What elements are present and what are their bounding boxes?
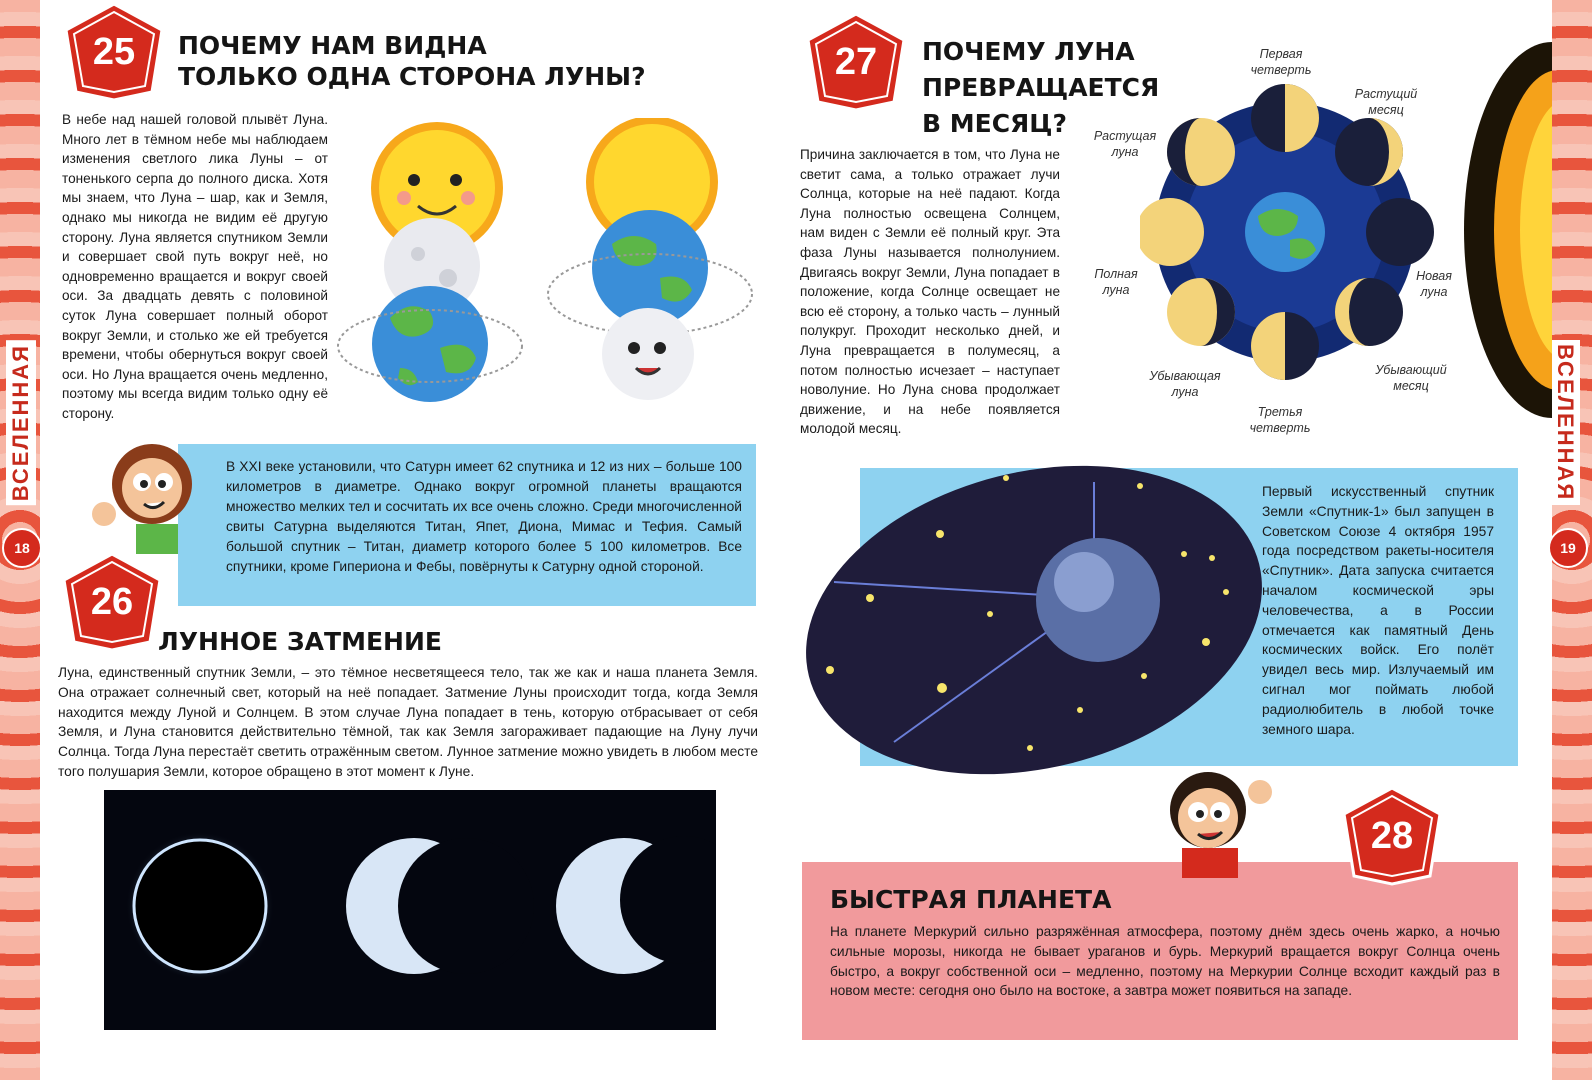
section-28-text: На планете Меркурий сильно разряжённая атмосфера, поэтому днём здесь очень жарко, а ночью сильные морозы, никогда не бывает ураганов и бурь. Меркурий вращается вокруг Солнца очень быстро, а вокруг собственной оси – медленно, поэтому на Меркурии Солнце всходит каждый раз в новом месте: сегодня оно было на востоке, а завтра может появиться на западе. [830,924,1500,999]
sun-edge-illustration [1462,40,1552,420]
page-number-left: 18 [2,528,42,568]
section-28-title: БЫСТРАЯ ПЛАНЕТА [830,885,1112,914]
sputnik-fact-text: Первый искусственный спутник Земли «Спутник-1» был запущен в Советском Союзе 4 октября 1957 года посредством ракеты-носителя «Спутник». Дата запуска считается началом космической эры человечества, а в России отмечается как памятный День космических войск. Его полёт увидел весь мир. Излучаемый им сигнал мог поймать любой радиолюбитель в любой точке земного шара. [1262,484,1494,737]
caption-waxing-crescent: Растущий месяц [1354,87,1418,117]
side-label-left: ВСЕЛЕННАЯ [6,340,36,505]
section-25-number: 25 [92,31,136,73]
boy-character-icon [1152,760,1292,880]
section-27-badge [804,12,908,112]
moon-waning-crescent-icon [1335,278,1403,346]
section-26-text: Луна, единственный спутник Земли, – это тёмное несветящееся тело, так же как и наша планета Земля. Она отражает солнечный свет, который на неё попадает. Затмение Луны происходит тогда, когда Земля находится между Луной и Солнцем. В этом случае Луна попадает в тень, которую отбрасывает от себя Земля, и Луна становится действительно тёмной, так как Земля загораживает падающие на Луну лучи Солнца. Тогда Луна перестаёт светить отражённым светом. Лунное затмение можно увидеть в любом месте того полушария Земли, которое обращено в этот момент к Луне. [58,665,758,779]
moon-phases-diagram [1140,80,1440,390]
girl-character-icon [86,438,196,558]
moon-first-quarter-icon [1251,84,1319,152]
moon-third-quarter-icon [1251,312,1319,380]
section-27-number: 27 [834,41,878,83]
saturn-fact-text: В XXI веке установили, что Сатурн имеет 62 спутника и 12 из них – больше 100 километров в диаметре. Однако вокруг огромной планеты вращаются множество мелких тел и сосчитать их все очень сложно. Среди многочисленной свиты Сатурна выделяются Титан, Япет, Диона, Мимас и Тефия. Самый большой спутник – Титан, диаметр которого более 5 100 километров. Все спутники, кроме Гипериона и Фебы, повёрнуты к Сатурну одной стороной. [226,459,743,574]
section-28-badge [1340,786,1444,886]
section-25-badge [62,2,166,102]
moon-new-icon [1366,198,1434,266]
moon-waxing-crescent-icon [1335,118,1403,186]
caption-new: Новая луна [1416,269,1452,299]
sputnik-illustration [794,462,1284,782]
section-25-title: ПОЧЕМУ НАМ ВИДНА ТОЛЬКО ОДНА СТОРОНА ЛУНЫ? [178,31,646,92]
lunar-eclipse-photo [104,790,716,1030]
section-27-title: ПОЧЕМУ ЛУНА ПРЕВРАЩАЕТСЯ В МЕСЯЦ? [922,37,1160,138]
section-25-text: В небе над нашей головой плывёт Луна. Много лет в тёмном небе мы наблюдаем изменения светлого лика Луны – от тоненького серпа до полного диска. Хотя мы знаем, что Луна – шар, как и Земля, однако мы никогда не видим её другую сторону. Луна является спутником Земли и совершает свой путь вокруг неё, но одновременно вращается и вокруг своей оси. За двадцать девять с половиной суток Луна совершает полный оборот вокруг Земли, и столько же ей требуется времени, чтобы обернуться вокруг своей оси. Но Луна вращается очень медленно, поэтому мы всегда видим только одну её сторону. [62,112,328,421]
caption-waning-crescent: Убывающий месяц [1375,363,1447,393]
caption-first-quarter: Первая четверть [1250,47,1312,77]
moon-waning-gibbous-icon [1167,278,1235,346]
caption-waxing-gibbous: Растущая луна [1093,129,1157,159]
section-27-text: Причина заключается в том, что Луна не светит сама, а только отражает лучи Солнца, которые на неё падают. Когда Луна полностью освещена Солнцем, нам виден с Земли её полный круг. Эта фаза Луны называется полнолунием. Двигаясь вокруг Земли, Луна попадает в положение, когда Солнце освещает не всю её сторону, а только часть – лунный полукруг. Проходит несколько дней, и Луна превращается в полумесяц, а потом полностью исчезает – наступает новолуние. Но Луна снова продолжает движение, и на небе появляется молодой месяц. [800,147,1060,437]
caption-waning-gibbous: Убывающая луна [1149,369,1221,399]
caption-third-quarter: Третья четверть [1249,405,1311,435]
section-26-number: 26 [90,581,134,623]
caption-full: Полная луна [1094,267,1138,297]
earth-icon [1245,192,1325,272]
moon-waxing-gibbous-icon [1167,118,1235,186]
moon-rotation-illustration [330,118,760,418]
earth-icon [372,286,488,402]
section-26-badge [60,552,164,652]
page-number-right: 19 [1548,528,1588,568]
moon-with-face-icon [602,308,694,400]
side-label-right: ВСЕЛЕННАЯ [1550,340,1580,505]
section-28-number: 28 [1370,815,1414,857]
section-26-title: ЛУННОЕ ЗАТМЕНИЕ [158,627,442,656]
